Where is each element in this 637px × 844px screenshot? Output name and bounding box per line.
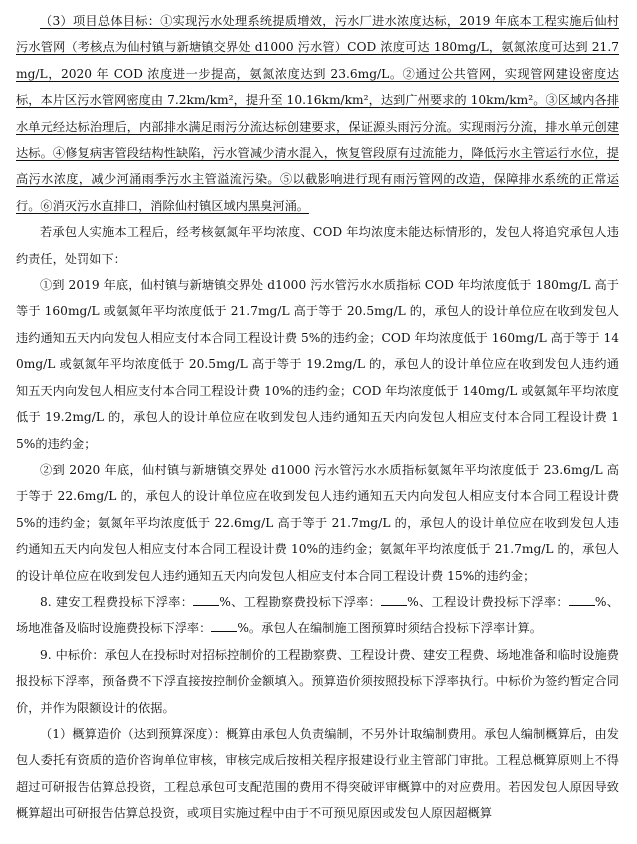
bid-discount-paragraph [16,589,619,642]
penalty-2019-paragraph: ①到 2019 年底，仙村镇与新塘镇交界处 d1000 污水管污水水质指标 COD 年均浓度低于 180mg/L 高于等于 160mg/L 或氨氮年平均浓度低于 21.7mg/L 高于等于 20.5mg/L 的，承包人的设计单位应在收到发包人违约通知五天内向发包人相应支付本合同工程设计费 5%的违约金；COD 年均浓度低于 160mg/L 高于等于 140mg/L 或氨氮年平均浓度低于 20.5mg/L 高于等于 19.2mg/L 的，承包人的设计单位应在收到发包人违约通知五天内向发包人相应支付本合同工程设计费 10%的违约金；COD 年均浓度低于 140mg/L 或氨氮年平均浓度低于 19.2mg/L 的，承包人的设计单位应在收到发包人违约通知五天内向发包人相应支付本合同工程设计费 15%的违约金； [16,278,619,451]
penalty-intro-paragraph: 若承包人实施本工程后，经考核氨氮年平均浓度、COD 年均浓度未能达标情形的，发包人将追究承包人违约责任，处罚如下： [16,225,619,266]
bid-discount-text-c: %、工程设计费投标下浮率： [407,594,569,609]
penalty-2020-paragraph: ②到 2020 年底，仙村镇与新塘镇交界处 d1000 污水管污水水质指标氨氮年平均浓度低于 23.6mg/L 高于等于 22.6mg/L 的，承包人的设计单位应在收到发包人违约通知五天内向发包人相应支付本合同工程设计费 5%的违约金；氨氮年平均浓度低于 22.6mg/L 高于等于 21.7mg/L 的，承包人的设计单位应在收到发包人违约通知五天内向发包人相应支付本合同工程设计费 10%的违约金；氨氮年平均浓度低于 21.7mg/L 的，承包人的设计单位应在收到发包人违约通知五天内向发包人相应支付本合同工程设计费 15%的违约金； [16,462,619,583]
budget-estimate-paragraph: （1）概算造价（达到预算深度）：概算由承包人负责编制，不另外计取编制费用。承包人编制概算后，由发包人委托有资质的造价咨询单位审核，审核完成后按相关程序报建设行业主管部门审批。工程总概算原则上不得超过可研报告估算总投资，工程总承包可支配范围的费用不得突破评审概算中的对应费用。若因发包人原因导致概算超出可研报告估算总投资，或项目实施过程中由于不可预见原因或发包人原因超概算 [16,726,619,821]
design-rate-blank [569,591,595,606]
bid-discount-text-b: %、工程勘察费投标下浮率： [219,594,382,609]
project-goal-paragraph: （3）项目总体目标：①实现污水处理系统提质增效，污水厂进水浓度达标，2019 年底本工程实施后仙村污水管网（考核点为仙村镇与新塘镇交界处 d1000 污水管）COD 浓度可达 180mg/L，氨氮浓度可达到 21.7mg/L，2020 年 COD 浓度进一步提高，氨氮浓度达到 23.6mg/L。②通过公共管网，实现管网建设密度达标，本片区污水管网密度由 7.2km/km²，提升至 10.16km/km²，达到广州要求的 10km/km²。③区域内各排水单元经达标治理后，内部排水满足雨污分流达标创建要求，保证源头雨污分流。实现雨污分流，排水单元创建达标。④修复病害管段结构性缺陷，污水管减少清水混入，恢复管段原有过流能力，降低污水主管运行水位，提高污水浓度，减少河涌雨季污水主管溢流污染。⑤以截影响进行现有雨污管网的改造，保障排水系统的正常运行。⑥消灭污水直排口，消除仙村镇区域内黑臭河涌。 [16,14,619,213]
winning-price-paragraph: 9. 中标价：承包人在投标时对招标控制价的工程勘察费、工程设计费、建安工程费、场地准备和临时设施费报投标下浮率，预备费不下浮直接按控制价金额填入。预算造价须按照投标下浮率执行。中标价为签约暂定合同价，并作为限额设计的依据。 [16,647,619,715]
bid-discount-text-a: 8. 建安工程费投标下浮率： [40,594,194,609]
bid-discount-text-d: %、场地准备及临时设施费投标下浮率： [16,594,620,636]
survey-rate-blank [381,591,407,606]
bid-discount-text-e: %。承包人在编制施工图预算时须结合投标下浮率计算。 [237,621,542,636]
site-prep-rate-blank [211,617,237,632]
construction-rate-blank [193,591,219,606]
